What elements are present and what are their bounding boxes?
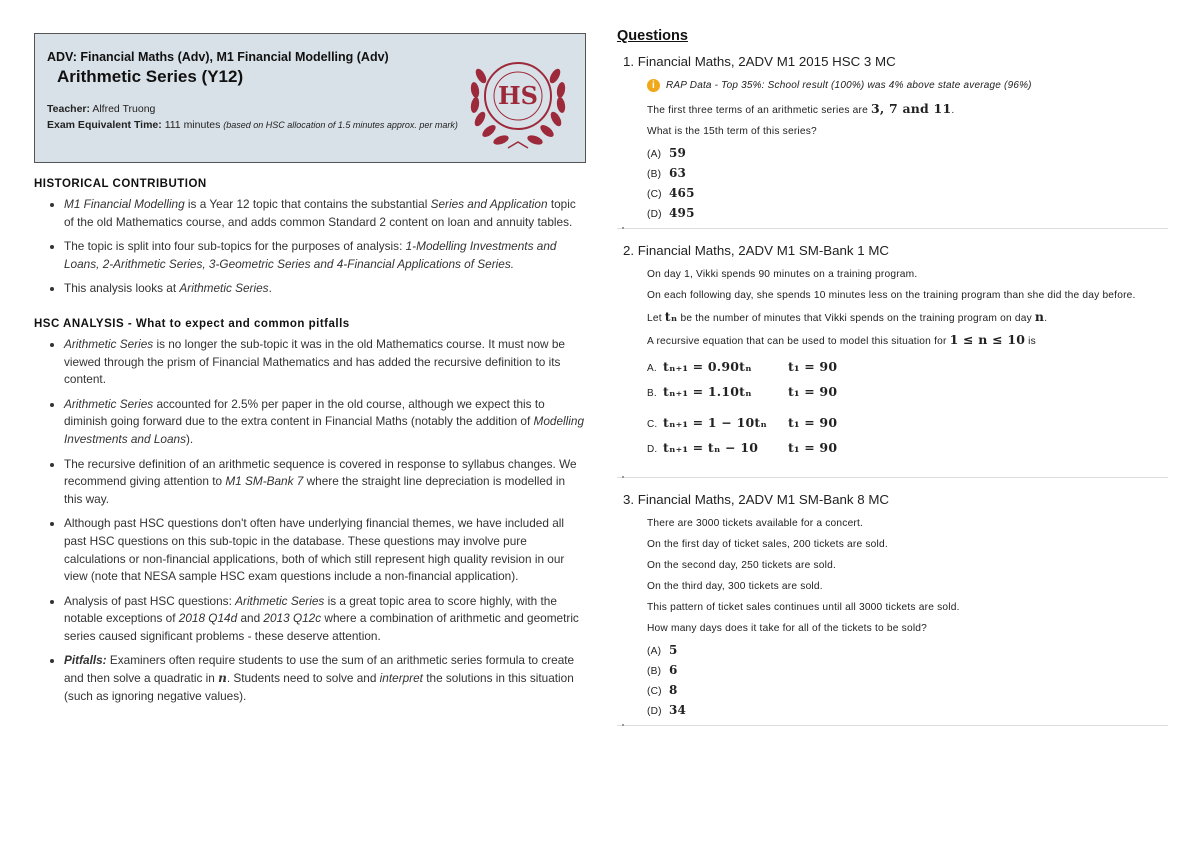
list-item: • The topic is split into four sub-topics for the purposes of analysis: 1-Modelling Investments and Loans, 2-Arithmetic Series, 3-Geometric Series and 4-Financial Applications of Series. [64, 238, 586, 273]
option-a[interactable]: A. tₙ₊₁ = 0.90tₙ t₁ = 90 [647, 359, 838, 374]
historical-contribution-heading: HISTORICAL CONTRIBUTION [34, 178, 207, 190]
left-column [34, 33, 586, 712]
divider [617, 228, 1168, 229]
question-3-prompt: How many days does it take for all of the tickets to be sold? [647, 623, 928, 634]
question-3-text: There are 3000 tickets available for a concert. [647, 518, 864, 529]
svg-text:HS: HS [497, 81, 539, 110]
analysis-list [34, 336, 586, 705]
teacher-line: Teacher: Alfred Truong [47, 103, 156, 115]
school-crest-logo [463, 46, 573, 156]
topic-header-box [34, 33, 586, 163]
option-c[interactable]: C. tₙ₊₁ = 1 − 10tₙ t₁ = 90 [647, 415, 838, 430]
question-3-text: On the first day of ticket sales, 200 tickets are sold. [647, 539, 888, 550]
option-c[interactable]: (C) 465 [647, 186, 695, 200]
question-1-prompt: What is the 15th term of this series? [647, 126, 817, 137]
question-2-text: A recursive equation that can be used to model this situation for 1 ≤ n ≤ 10 is [647, 332, 1036, 347]
topic-title: Arithmetic Series (Y12) [57, 67, 244, 86]
question-2-text: On day 1, Vikki spends 90 minutes on a training program. [647, 269, 918, 280]
exam-time-line: Exam Equivalent Time: 111 minutes (based on HSC allocation of 1.5 minutes approx. per mark) [47, 119, 458, 131]
question-1-text: The first three terms of an arithmetic series are 3, 7 and 11. [647, 101, 955, 116]
question-3 [617, 492, 1168, 726]
historical-list [34, 196, 586, 298]
divider [617, 477, 1168, 478]
list-item: • M1 Financial Modelling is a Year 12 topic that contains the substantial Series and Application topic of the old Mathematics course, and adds common Standard 2 content on loan and annuity tables. [64, 196, 586, 231]
question-3-text: This pattern of ticket sales continues until all 3000 tickets are sold. [647, 602, 960, 613]
list-item: • The recursive definition of an arithmetic sequence is covered in response to syllabus changes. We recommend giving attention to M1 SM-Bank 7 where the straight line depreciation is modelled in this way. [64, 456, 586, 509]
list-item: • Analysis of past HSC questions: Arithmetic Series is a great topic area to score highly, with the notable exceptions of 2018 Q14d and 2013 Q12c where a combination of arithmetic and geometric series caused significant problems - these deserve attention. [64, 593, 586, 646]
question-3-text: On the second day, 250 tickets are sold. [647, 560, 837, 571]
option-b[interactable]: (B) 6 [647, 663, 678, 677]
option-c[interactable]: (C) 8 [647, 683, 678, 697]
questions-heading: Questions [617, 28, 688, 44]
option-b[interactable]: B. tₙ₊₁ = 1.10tₙ t₁ = 90 [647, 384, 838, 399]
list-item: • This analysis looks at Arithmetic Series. [64, 280, 586, 298]
question-1 [617, 54, 1168, 229]
question-2-text: Let tₙ be the number of minutes that Vikki spends on the training program on day n. [647, 309, 1048, 324]
question-3-title[interactable]: 3. Financial Maths, 2ADV M1 SM-Bank 8 MC [623, 492, 890, 507]
info-icon: i [647, 79, 660, 92]
list-item: • Although past HSC questions don't often have underlying financial themes, we have included all past HSC questions on this sub-topic in the database. These questions may involve pure calculations or non-financial applications, both of which still represent high quality revision in our view (note that NESA sample HSC exam questions include a non-financial application). [64, 515, 586, 585]
question-2-title[interactable]: 2. Financial Maths, 2ADV M1 SM-Bank 1 MC [623, 243, 890, 258]
option-b[interactable]: (B) 63 [647, 166, 687, 180]
option-d[interactable]: (D) 495 [647, 206, 695, 220]
option-a[interactable]: (A) 59 [647, 146, 687, 160]
list-item: • Arithmetic Series is no longer the sub-topic it was in the old Mathematics course. It must now be viewed through the prism of Financial Mathematics and has added the recursive definition to its content. [64, 336, 586, 389]
question-2 [617, 243, 1168, 478]
rap-data-note: i RAP Data - Top 35%: School result (100%) was 4% above state average (96%) [647, 79, 1168, 92]
right-column [617, 28, 1168, 740]
option-a[interactable]: (A) 5 [647, 643, 678, 657]
divider [617, 725, 1168, 726]
option-d[interactable]: (D) 34 [647, 703, 687, 717]
option-d[interactable]: D. tₙ₊₁ = tₙ − 10 t₁ = 90 [647, 440, 838, 455]
course-title: ADV: Financial Maths (Adv), M1 Financial Modelling (Adv) [47, 50, 389, 64]
question-2-text: On each following day, she spends 10 minutes less on the training program than she did the day before. [647, 290, 1136, 301]
question-1-title[interactable]: 1. Financial Maths, 2ADV M1 2015 HSC 3 MC [623, 54, 896, 69]
hsc-analysis-heading: HSC ANALYSIS - What to expect and common pitfalls [34, 317, 350, 330]
question-3-text: On the third day, 300 tickets are sold. [647, 581, 823, 592]
list-item: • Arithmetic Series accounted for 2.5% per paper in the old course, although we expect this to diminish going forward due to the extra content in Financial Maths (notably the addition of Modelling Investments and Loans). [64, 396, 586, 449]
list-item: • Pitfalls: Examiners often require students to use the sum of an arithmetic series formula to create and then solve a quadratic in n. Students need to solve and interpret the solutions in this situation (such as ignoring negative values). [64, 652, 586, 705]
